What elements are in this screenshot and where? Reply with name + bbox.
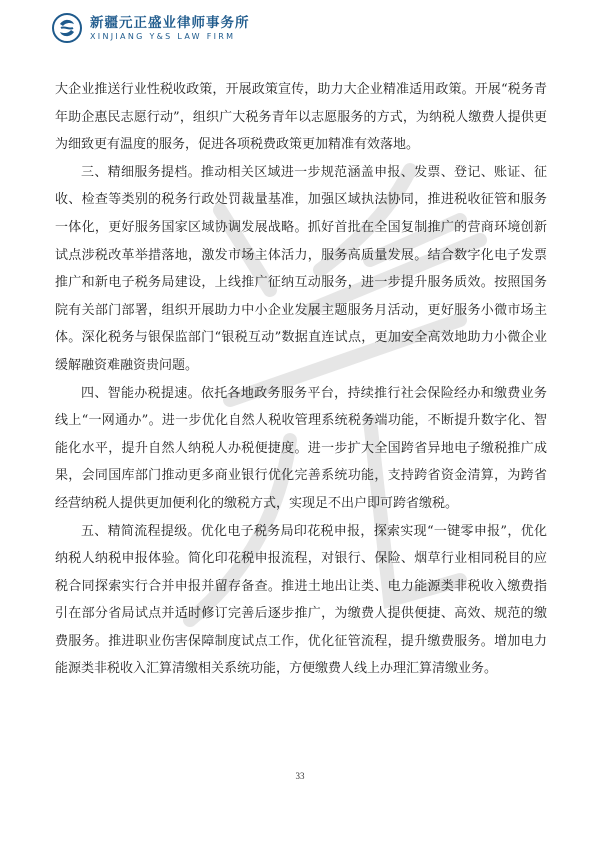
ys-swirl-logo-icon (52, 13, 82, 43)
paragraph-section-4: 四、智能办税提速。依托各地政务服务平台，持续推行社会保险经办和缴费业务线上“一网通办”。进一步优化自然人税收管理系统税务端功能，不断提升数字化、智能化水平，提升自然人纳税人办税便捷度。进一步扩大全国跨省异地电子缴税推广成果，会同国库部门推动更多商业银行优化完善系统功能，支持跨省资金清算，为跨省经营纳税人提供更加便利化的缴税方式，实现足不出户即可跨省缴税。 (55, 385, 547, 511)
brand-name-cn: 新疆元正盛业律师事务所 (90, 14, 250, 31)
page-header (52, 8, 250, 48)
paragraph-section-5: 五、精简流程提级。优化电子税务局印花税申报，探索实现“一键零申报”，优化纳税人纳税申报体验。简化印花税申报流程，对银行、保险、烟草行业相同税目的应税合同探索实行合并申报并留存备查。推进土地出让类、电力能源类非税收入缴费指引在部分省局试点并适时修订完善后逐步推广，为缴费人提供便捷、高效、规范的缴费服务。推进职业伤害保障制度试点工作，优化征管流程，提升缴费服务。增加电力能源类非税收入汇算清缴相关系统功能，方便缴费人线上办理汇算清缴业务。 (55, 523, 547, 677)
document-body (55, 76, 547, 683)
brand-block (90, 15, 250, 42)
page-number: 33 (295, 771, 305, 781)
paragraph-section-3: 三、精细服务提档。推动相关区域进一步规范涵盖申报、发票、登记、账证、征收、检查等类别的税务行政处罚裁量基准，加强区域执法协同，推进税收征管和服务一体化，更好服务国家区域协调发展战略。抓好首批在全国复制推广的营商环境创新试点涉税改革举措落地，激发市场主体活力，服务高质量发展。结合数字化电子发票推广和新电子税务局建设，上线推广征纳互动服务，进一步提升服务质效。按照国务院有关部门部署，组织开展助力中小企业发展主题服务月活动，更好服务小微市场主体。深化税务与银保监部门“银税互动”数据直连试点，更加安全高效地助力小微企业缓解融资难融资贵问题。 (55, 164, 547, 373)
brand-name-en: XINJIANG Y&S LAW FIRM (90, 31, 236, 41)
paragraph-continuation: 大企业推送行业性税收政策，开展政策宣传，助力大企业精准适用政策。开展“税务青年助企惠民志愿行动”，组织广大税务青年以志愿服务的方式，为纳税人缴费人提供更为细致更有温度的服务，促进各项税费政策更加精准有效落地。 (55, 82, 547, 153)
